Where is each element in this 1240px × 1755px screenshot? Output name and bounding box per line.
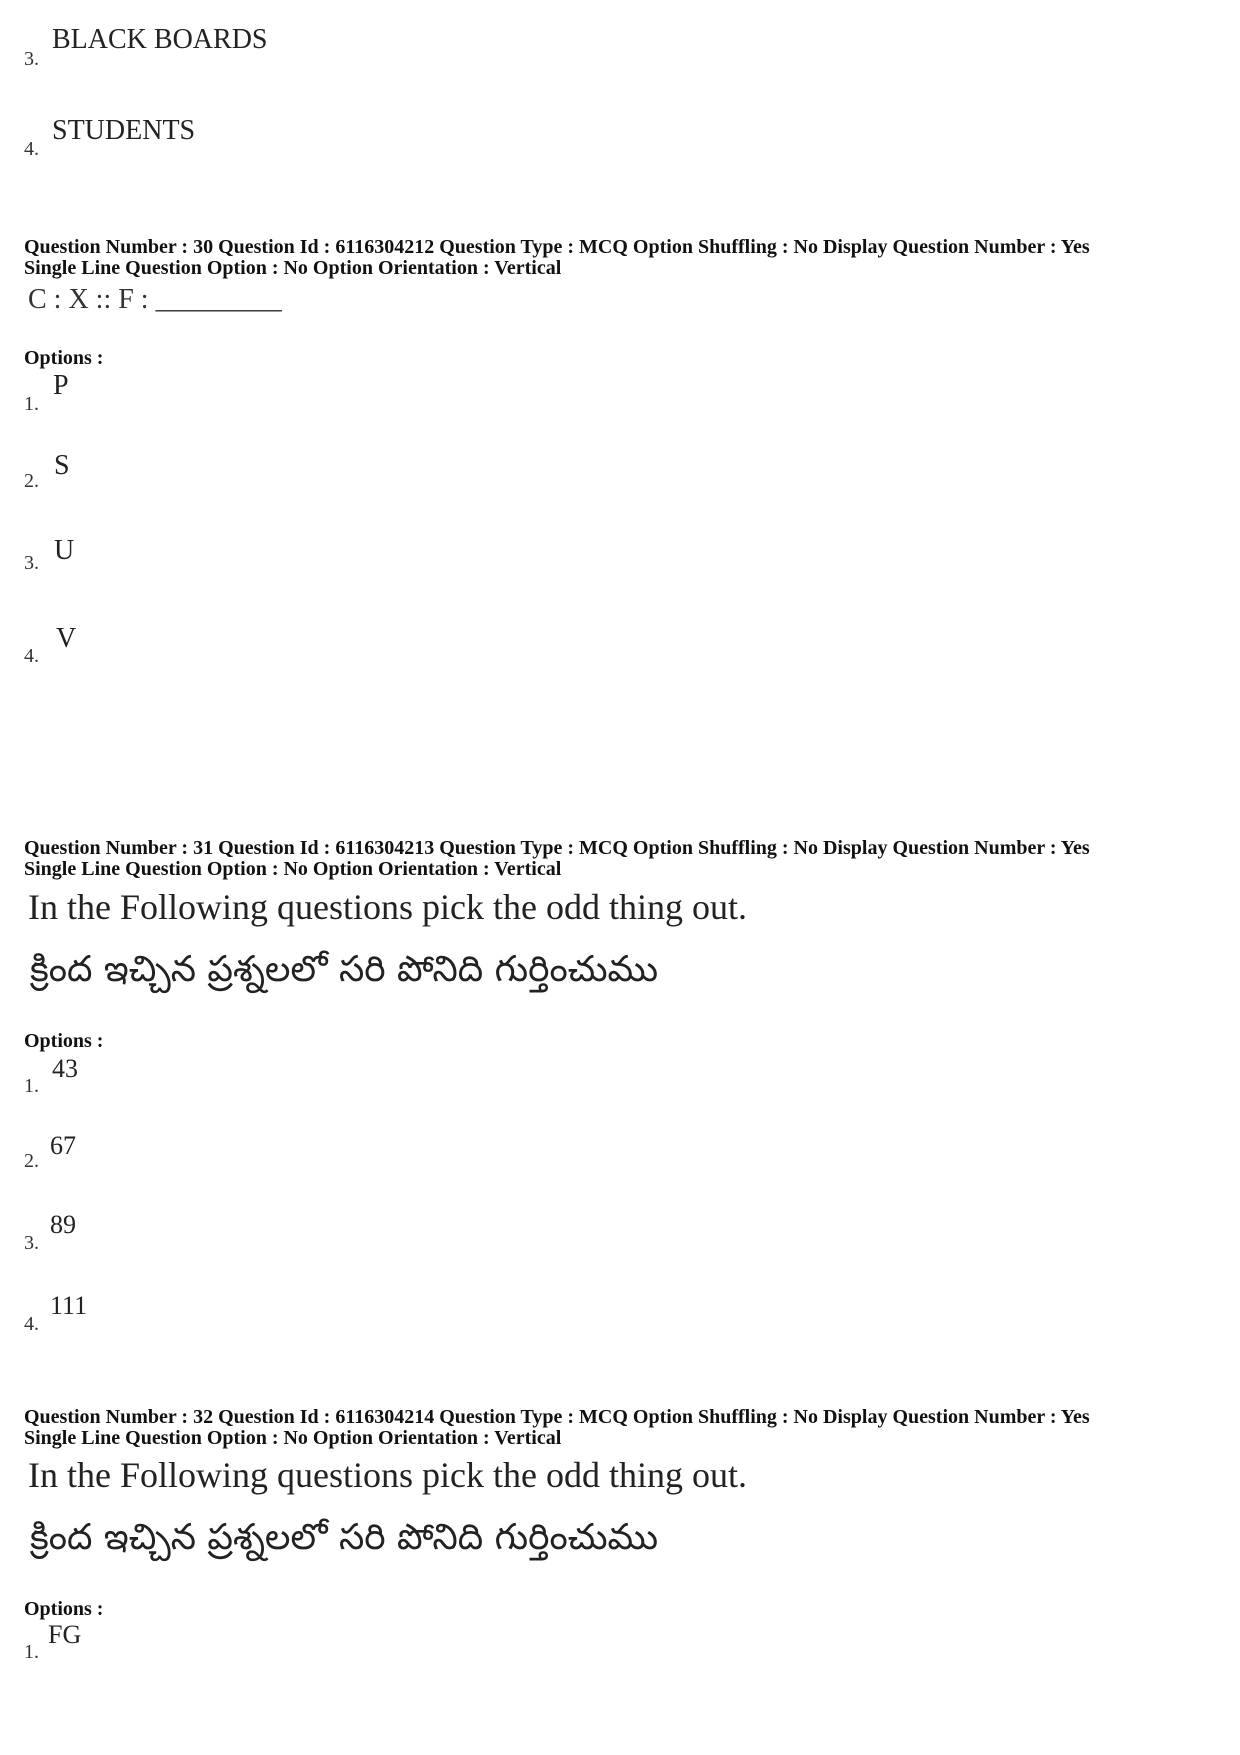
option-number: 1. xyxy=(24,1075,39,1097)
option-number: 2. xyxy=(24,1150,39,1172)
option-text: BLACK BOARDS xyxy=(52,24,268,55)
question-30-text: C : X :: F : _________ xyxy=(28,284,282,315)
option-number: 4. xyxy=(24,645,39,667)
question-31-text-telugu: క్రింద ఇచ్చిన ప్రశ్నలలో సరి పోనిది గుర్తించుము xyxy=(30,949,659,990)
question-30-meta-line2: Single Line Question Option : No Option Orientation : Vertical xyxy=(24,257,562,279)
option-text: 67 xyxy=(50,1131,76,1160)
question-31-meta-line2: Single Line Question Option : No Option Orientation : Vertical xyxy=(24,858,562,880)
option-number: 4. xyxy=(24,1313,39,1335)
options-label: Options : xyxy=(24,1598,104,1620)
option-text: 43 xyxy=(52,1054,78,1083)
question-31-text-english: In the Following questions pick the odd thing out. xyxy=(28,887,747,927)
option-text: 111 xyxy=(50,1291,88,1320)
option-number: 2. xyxy=(24,470,39,492)
option-number: 4. xyxy=(24,138,39,160)
option-number: 3. xyxy=(24,48,39,70)
question-31-meta-line1: Question Number : 31 Question Id : 6116304213 Question Type : MCQ Option Shuffling : No Display Question Number : Yes xyxy=(24,837,1090,859)
options-label: Options : xyxy=(24,1030,104,1052)
option-text: FG xyxy=(48,1620,82,1649)
option-number: 3. xyxy=(24,1232,39,1254)
options-label: Options : xyxy=(24,347,104,369)
option-text: STUDENTS xyxy=(52,115,196,146)
option-text: U xyxy=(54,535,75,566)
question-32-text-english: In the Following questions pick the odd thing out. xyxy=(28,1455,747,1495)
option-number: 1. xyxy=(24,1641,39,1663)
question-32-text-telugu: క్రింద ఇచ్చిన ప్రశ్నలలో సరి పోనిది గుర్తించుము xyxy=(30,1517,659,1558)
option-text: S xyxy=(54,450,70,481)
option-text: V xyxy=(56,623,77,654)
option-number: 3. xyxy=(24,552,39,574)
question-32-meta-line1: Question Number : 32 Question Id : 6116304214 Question Type : MCQ Option Shuffling : No Display Question Number : Yes xyxy=(24,1406,1090,1428)
option-number: 1. xyxy=(24,393,39,415)
option-text: 89 xyxy=(50,1210,76,1239)
question-32-meta-line2: Single Line Question Option : No Option Orientation : Vertical xyxy=(24,1427,562,1449)
option-text: P xyxy=(53,370,69,401)
question-30-meta-line1: Question Number : 30 Question Id : 6116304212 Question Type : MCQ Option Shuffling : No Display Question Number : Yes xyxy=(24,236,1090,258)
